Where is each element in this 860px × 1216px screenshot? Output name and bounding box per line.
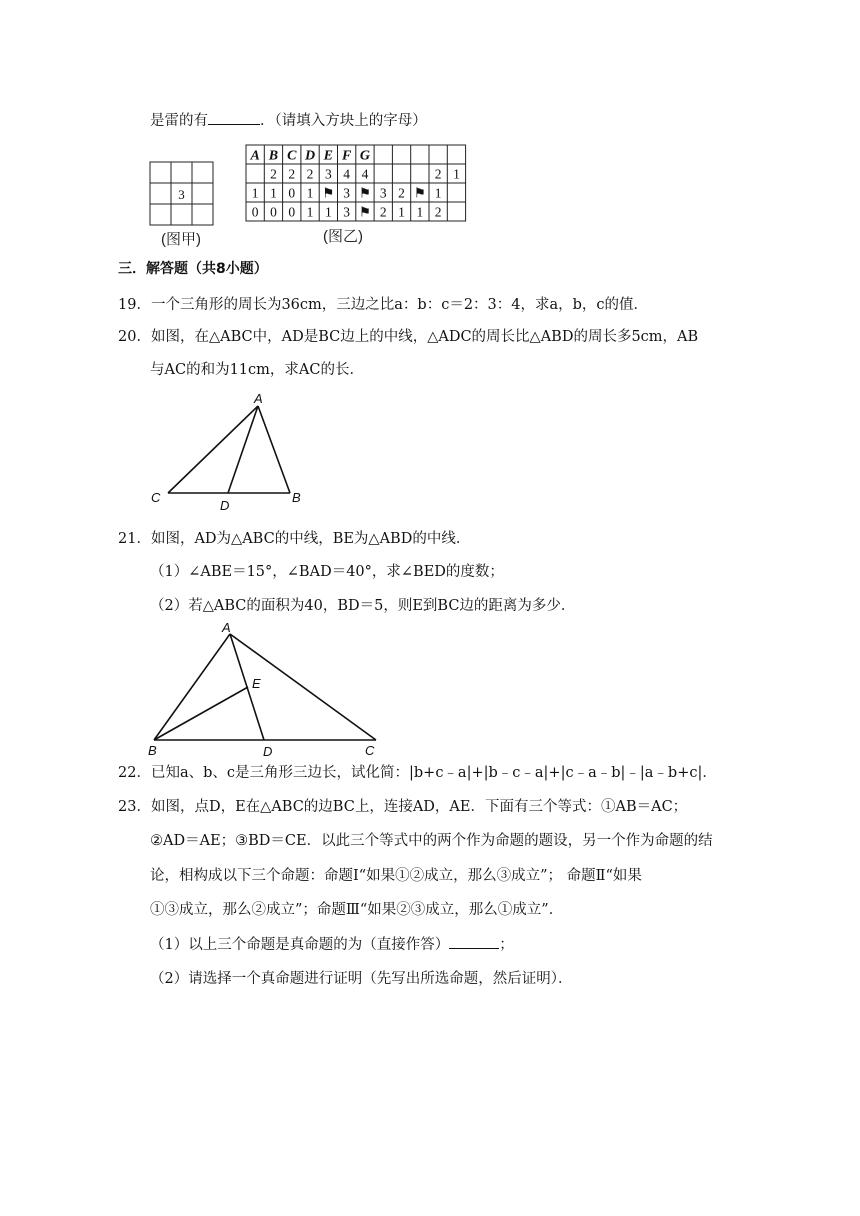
q23-line3: 论，相构成以下三个命题：命题Ⅰ“如果①②成立，那么③成立”； 命题Ⅱ“如果	[150, 868, 642, 884]
question-23-line1	[118, 797, 687, 817]
figure-yi	[244, 143, 474, 249]
q18-text: 是雷的有	[150, 113, 208, 129]
grid-yi-cell: 2	[434, 204, 442, 220]
grid-yi-cell: 4	[361, 166, 369, 182]
q20-line2: 与AC的和为11cm，求AC的长．	[150, 362, 364, 378]
q21-part2: （2）若△ABC的面积为40，BD＝5，则E到BC边的距离为多少．	[150, 598, 576, 614]
q21-label-b: B	[148, 743, 157, 758]
q21-text: 如图，AD为△ABC的中线，BE为△ABD的中线．	[150, 531, 471, 547]
q21-label-d: D	[263, 744, 273, 758]
grid-jia-caption: (图甲)	[161, 231, 201, 248]
section-title	[118, 259, 268, 279]
grid-yi-cell: 4	[343, 166, 351, 182]
section-suffix: 小题）	[225, 261, 268, 277]
grid-yi-cell: C	[287, 148, 297, 164]
q21-part1: （1）∠ABE＝15°，∠BAD＝40°，求∠BED的度数；	[150, 564, 504, 580]
q20-label-a: A	[254, 391, 263, 406]
flag-icon: ⚑	[413, 185, 426, 201]
grid-yi-cell: F	[341, 148, 352, 164]
q23-part2: （2）请选择一个真命题进行证明（先写出所选命题，然后证明）．	[150, 971, 573, 987]
flag-icon: ⚑	[358, 185, 372, 201]
section-count: 8	[216, 261, 226, 277]
q20-label-b: B	[292, 490, 301, 505]
grid-yi-cell: 0	[270, 204, 277, 220]
grid-yi-cell: 1	[324, 204, 332, 220]
grid-yi-cell: 1	[270, 185, 277, 201]
question-19	[118, 295, 648, 315]
question-22	[118, 763, 717, 783]
q23-part1-end: ；	[499, 937, 514, 953]
q21-label-c: C	[365, 743, 375, 758]
grid-yi-cell: 3	[379, 185, 387, 201]
flag-icon: ⚑	[322, 185, 335, 201]
grid-yi-cell: 2	[398, 185, 405, 201]
question-21	[118, 529, 470, 549]
grid-yi-cell: 0	[288, 185, 296, 201]
section-title-text: 三．解答题（共	[118, 261, 216, 277]
q23-line4: ①③成立，那么②成立”；命题Ⅲ“如果②③成立，那么①成立”．	[150, 902, 564, 918]
grid-yi-cell: 3	[343, 185, 351, 201]
figure-q20-triangle	[146, 390, 316, 514]
q23-num: 23．	[118, 799, 151, 815]
q20-num: 20．	[118, 329, 151, 345]
q19-text: 一个三角形的周长为36cm，三边之比a：b：c＝2：3：4，求a，b，c的值．	[150, 297, 649, 313]
grid-yi-cell: 2	[379, 204, 387, 220]
grid-yi-caption: (图乙)	[322, 228, 363, 245]
grid-yi-cell: 2	[306, 166, 314, 182]
figure-q21-triangle	[144, 618, 384, 758]
q22-text: 已知a、b、c是三角形三边长，试化简：|b+c﹣a|+|b﹣c﹣a|+|c﹣a﹣b|﹣|a﹣b+c|．	[150, 765, 717, 781]
q23-line1: 如图，点D，E在△ABC的边BC上，连接AD，AE．下面有三个等式：①AB＝AC；	[150, 799, 688, 815]
grid-yi-cell: 1	[453, 166, 460, 182]
q21-label-e: E	[252, 676, 261, 691]
q21-label-a: A	[222, 620, 231, 635]
answer-blank[interactable]	[208, 124, 260, 125]
grid-yi-cell: 2	[270, 166, 277, 182]
grid-yi-cell: 1	[416, 204, 424, 220]
q20-label-d: D	[220, 498, 230, 513]
grid-yi-cell: 3	[324, 166, 332, 182]
grid-yi-cell: 3	[343, 204, 351, 220]
grid-yi-cell: 1	[251, 185, 259, 201]
grid-yi-cell: D	[304, 148, 316, 164]
question-20-line1	[118, 327, 698, 347]
grid-yi-cell: B	[268, 148, 279, 164]
grid-yi-cell: E	[323, 148, 334, 164]
q22-num: 22．	[118, 765, 151, 781]
q19-num: 19．	[118, 297, 151, 313]
q20-line1: 如图，在△ABC中，AD是BC边上的中线，△ADC的周长比△ABD的周长多5cm，AB	[150, 329, 699, 345]
grid-yi-cell: 1	[434, 185, 442, 201]
flag-icon: ⚑	[358, 204, 372, 220]
grid-yi-cell: 1	[398, 204, 405, 220]
grid-yi-cell: 0	[251, 204, 259, 220]
q20-label-c: C	[151, 490, 161, 505]
q18-after: ．（请填入方块上的字母）	[260, 113, 427, 129]
q18-tail	[150, 111, 427, 131]
grid-yi-cell: A	[250, 148, 260, 164]
grid-yi-cell: 2	[434, 166, 442, 182]
figure-jia	[147, 160, 217, 250]
grid-yi-cell: 2	[288, 166, 296, 182]
grid-yi-cell: 1	[306, 204, 314, 220]
q23-line2: ②AD＝AE；③BD＝CE．以此三个等式中的两个作为命题的题设，另一个作为命题的结	[150, 833, 713, 849]
grid-yi-cell: 1	[306, 185, 314, 201]
grid-yi-cell: G	[359, 148, 371, 164]
answer-blank[interactable]	[449, 948, 499, 949]
q23-part1	[150, 935, 514, 955]
grid-yi-cell: 0	[288, 204, 296, 220]
grid-jia-cell: 3	[178, 187, 185, 202]
q23-part1-text: （1）以上三个命题是真命题的为（直接作答）	[150, 937, 450, 953]
q21-num: 21．	[118, 531, 151, 547]
